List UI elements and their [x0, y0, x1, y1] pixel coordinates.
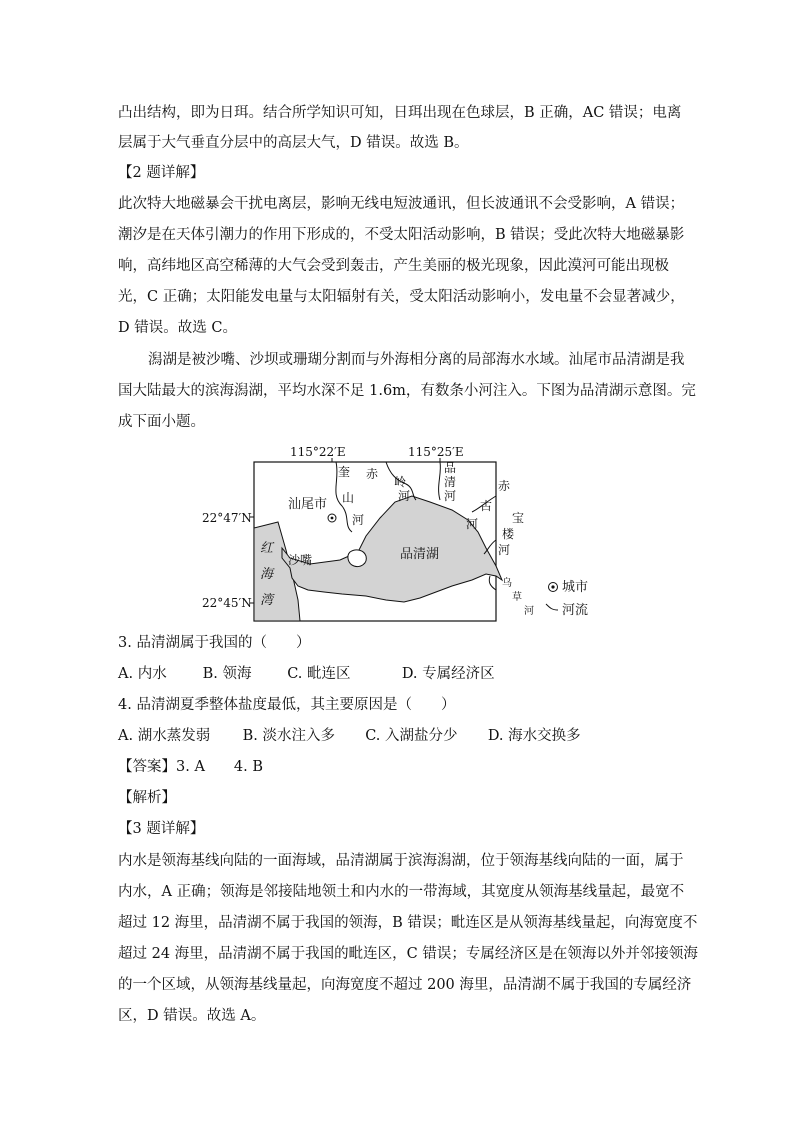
bay-label-3: 湾 [260, 593, 274, 608]
river-chigu-2: 古 [480, 499, 493, 513]
river-baolou-1: 宝 [512, 511, 525, 525]
q3-option-c[interactable]: C. 毗连区 [287, 666, 351, 682]
legend-river-icon [546, 604, 558, 610]
text-top-1: 凸出结构，即为日珥。结合所学知识可知，日珥出现在色球层，B 正确，AC 错误；电离 [118, 105, 682, 121]
lat-label-top: 22°47′N [202, 511, 252, 525]
pinqing-lake-map [190, 440, 610, 625]
river-pinqing-1: 品 [444, 461, 457, 475]
q3-option-d[interactable]: D. 专属经济区 [401, 666, 495, 682]
q2-line-5: D 错误。故选 C。 [118, 320, 237, 336]
q4-option-d[interactable]: D. 海水交换多 [487, 728, 581, 744]
analysis-header: 【解析】 [118, 790, 176, 806]
q3-line-4: 超过 24 海里，品清湖不属于我国的毗连区，C 错误；专属经济区是在领海以外并邻接领海 [118, 946, 698, 962]
river-chigu-1: 赤 [498, 479, 511, 493]
river-wucao [489, 576, 496, 590]
q3-option-b[interactable]: B. 领海 [202, 666, 252, 682]
legend-city-label: 城市 [562, 580, 589, 595]
q2-line-3: 响，高纬地区高空稀薄的大气会受到轰击，产生美丽的极光现象，因此漠河可能出现极 [118, 258, 669, 274]
lat-label-bottom: 22°45′N [202, 596, 252, 610]
lon-label-right: 115°25′E [408, 445, 464, 459]
river-baolou-3: 河 [498, 543, 511, 557]
spit-label: 沙嘴 [288, 553, 313, 567]
lon-label-left: 115°22′E [290, 445, 346, 459]
q2-line-1: 此次特大地磁暴会干扰电离层，影响无线电短波通讯，但长波通讯不会受影响，A 错误； [118, 196, 685, 212]
bay-label-2: 海 [260, 567, 274, 582]
city-label: 汕尾市 [288, 497, 328, 512]
q3-line-1: 内水是领海基线向陆的一面海域，品清湖属于滨海潟湖，位于领海基线向陆的一面，属于 [118, 853, 684, 869]
q3-line-3: 超过 12 海里，品清湖不属于我国的领海，B 错误；毗连区是从领海基线量起，向海宽度不 [118, 915, 698, 931]
q3-line-6: 区，D 错误。故选 A。 [118, 1008, 266, 1024]
bay-label-1: 红 [260, 541, 274, 556]
river-wucao-1: 乌 [502, 578, 512, 589]
lake-label: 品清湖 [400, 547, 440, 562]
q2-line-4: 光，C 正确；太阳能发电量与太阳辐射有关，受太阳活动影响小，发电量不会显著减少， [118, 289, 685, 305]
river-baolou-2: 楼 [502, 527, 515, 541]
lake-island [348, 550, 366, 567]
legend-river-label: 河流 [562, 603, 589, 618]
q3-header: 【3 题详解】 [118, 821, 205, 837]
intro-line-2: 国大陆最大的滨海潟湖，平均水深不足 1.6m，有数条小河注入。下图为品清湖示意图。完 [118, 383, 696, 399]
river-chiling-1: 赤 [366, 467, 379, 481]
q3-line-2: 内水，A 正确；领海是邻接陆地领土和内水的一带海域，其宽度从领海基线量起，最宽不 [118, 884, 685, 900]
q2-line-2: 潮汐是在天体引潮力的作用下形成的，不受太阳活动影响，B 错误；受此次特大地磁暴影 [118, 227, 685, 243]
intro-line-1: 潟湖是被沙嘴、沙坝或珊瑚分割而与外海相分离的局部海水水域。汕尾市品清湖是我 [148, 352, 685, 368]
q3-option-a[interactable]: A. 内水 [118, 666, 167, 682]
river-chigu-3: 河 [466, 517, 479, 531]
legend-city-icon-inner [551, 585, 554, 588]
river-pinqing-2: 清 [444, 475, 457, 489]
river-wucao-3: 河 [524, 606, 534, 617]
intro-line-3: 成下面小题。 [118, 414, 205, 430]
river-wucao-2: 草 [512, 592, 522, 603]
river-kuishan-1: 奎 [338, 465, 351, 479]
q2-header: 【2 题详解】 [118, 165, 205, 181]
river-pinqing-3: 河 [444, 489, 457, 503]
q3-line-5: 的一个区域，从领海基线量起，向海宽度不超过 200 海里，品清湖不属于我国的专属经济 [118, 977, 692, 993]
q3-stem: 3. 品清湖属于我国的（ ） [118, 635, 311, 651]
city-marker-inner [331, 517, 334, 520]
q4-options [118, 726, 581, 746]
river-kuishan-3: 河 [352, 513, 365, 527]
q4-stem: 4. 品清湖夏季整体盐度最低，其主要原因是（ ） [118, 697, 456, 713]
q4-option-b[interactable]: B. 淡水注入多 [242, 728, 335, 744]
river-pinqing [439, 462, 441, 500]
river-kuishan-2: 山 [342, 491, 355, 505]
answer-line: 【答案】3. A 4. B [118, 759, 264, 775]
q4-option-a[interactable]: A. 湖水蒸发弱 [118, 728, 211, 744]
river-chiling-2: 岭 [394, 475, 407, 489]
text-top-2: 层属于大气垂直分层中的高层大气，D 错误。故选 B。 [118, 135, 469, 151]
q4-option-c[interactable]: C. 入湖盐分少 [365, 728, 458, 744]
q3-options [118, 664, 495, 684]
river-chiling-3: 河 [398, 489, 411, 503]
